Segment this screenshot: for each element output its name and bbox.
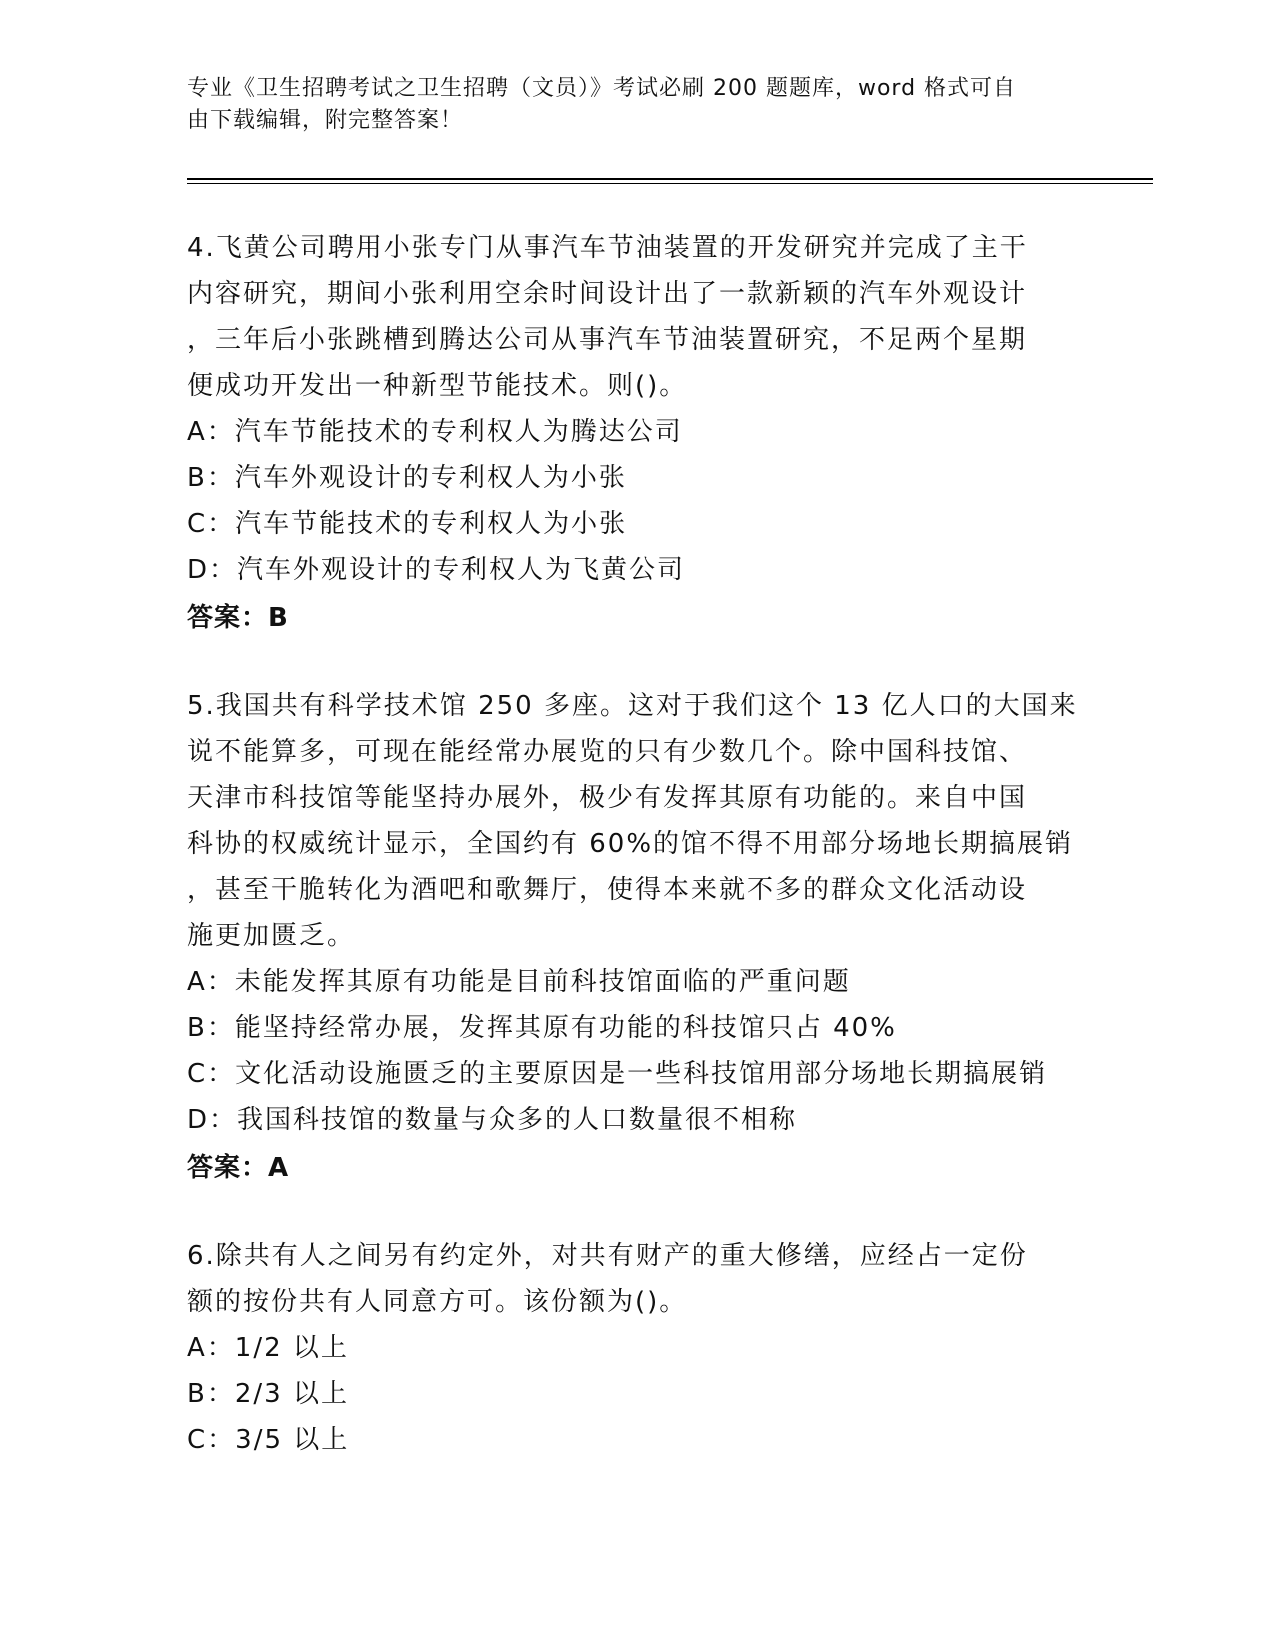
stem-line: 额的按份共有人同意方可。该份额为()。: [187, 1287, 688, 1317]
question-stem: [187, 225, 1087, 409]
stem-line: 6.除共有人之间另有约定外，对共有财产的重大修缮，应经占一定份: [187, 1241, 1028, 1271]
stem-line: 说不能算多，可现在能经常办展览的只有少数几个。除中国科技馆、: [187, 737, 1028, 767]
question-block: [187, 683, 1087, 1193]
question-stem: [187, 683, 1087, 959]
header-line: 专业《卫生招聘考试之卫生招聘（文员）》考试必刷 200 题题库，word 格式可自: [187, 76, 1017, 101]
stem-line: 4.飞黄公司聘用小张专门从事汽车节油装置的开发研究并完成了主干: [187, 233, 1028, 263]
option-c: C：汽车节能技术的专利权人为小张: [187, 509, 628, 539]
stem-line: 5.我国共有科学技术馆 250 多座。这对于我们这个 13 亿人口的大国来: [187, 691, 1078, 721]
option-a: A：未能发挥其原有功能是目前科技馆面临的严重问题: [187, 967, 851, 997]
answer-label: 答案：A: [187, 1153, 290, 1183]
stem-line: 施更加匮乏。: [187, 921, 356, 951]
stem-line: 便成功开发出一种新型节能技术。则()。: [187, 371, 688, 401]
option-a: A：汽车节能技术的专利权人为腾达公司: [187, 417, 683, 447]
header-divider-thin: [187, 183, 1153, 184]
stem-line: ，三年后小张跳槽到腾达公司从事汽车节油装置研究，不足两个星期: [187, 325, 1028, 355]
header-divider-thick: [187, 178, 1153, 180]
option-b: B：2/3 以上: [187, 1379, 349, 1409]
stem-line: 科协的权威统计显示，全国约有 60%的馆不得不用部分场地长期搞展销: [187, 829, 1074, 859]
option-b: B：能坚持经常办展，发挥其原有功能的科技馆只占 40%: [187, 1013, 897, 1043]
document-header: [187, 73, 1067, 137]
stem-line: 内容研究，期间小张利用空余时间设计出了一款新颖的汽车外观设计: [187, 279, 1028, 309]
stem-line: 天津市科技馆等能坚持办展外，极少有发挥其原有功能的。来自中国: [187, 783, 1028, 813]
question-block: [187, 225, 1087, 643]
option-a: A：1/2 以上: [187, 1333, 349, 1363]
stem-line: ，甚至干脆转化为酒吧和歌舞厅，使得本来就不多的群众文化活动设: [187, 875, 1028, 905]
option-d: D：汽车外观设计的专利权人为飞黄公司: [187, 555, 686, 585]
question-stem: [187, 1233, 1087, 1325]
header-line: 由下载编辑，附完整答案！: [187, 108, 464, 133]
option-b: B：汽车外观设计的专利权人为小张: [187, 463, 627, 493]
option-d: D：我国科技馆的数量与众多的人口数量很不相称: [187, 1105, 798, 1135]
option-c: C：文化活动设施匮乏的主要原因是一些科技馆用部分场地长期搞展销: [187, 1059, 1048, 1089]
option-c: C：3/5 以上: [187, 1425, 350, 1455]
answer-label: 答案：B: [187, 603, 289, 633]
question-block: [187, 1233, 1087, 1463]
